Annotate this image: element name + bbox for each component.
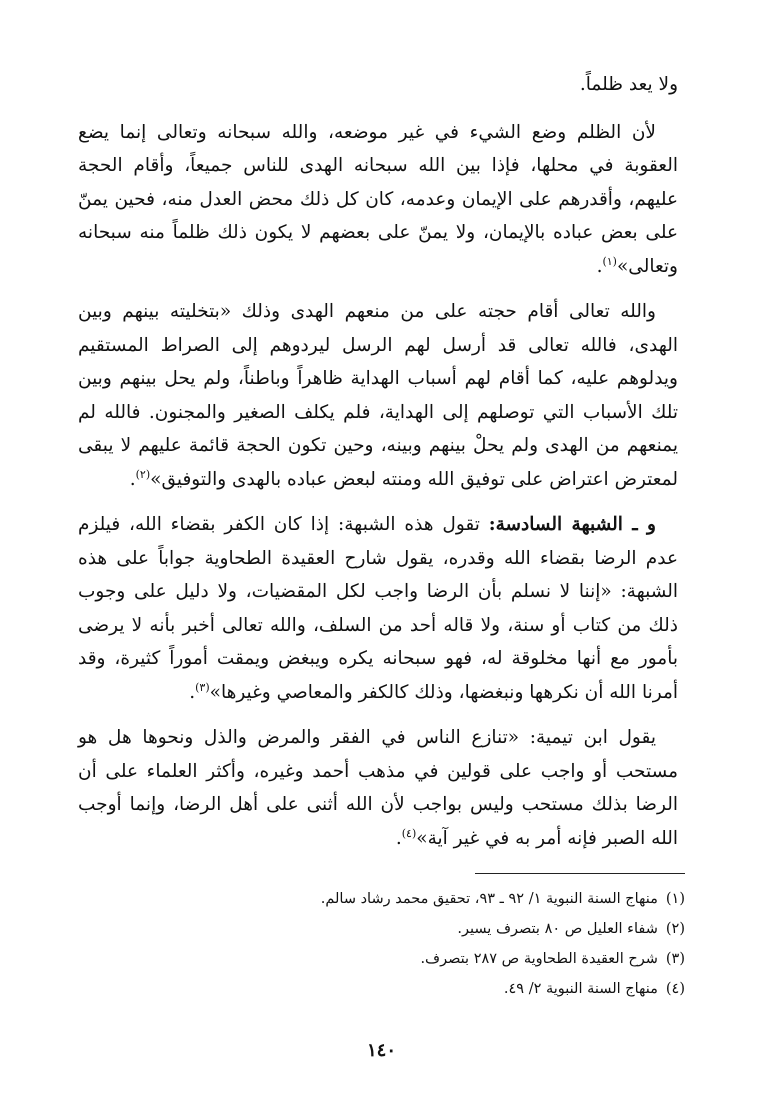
page-number: ١٤٠ <box>366 1040 396 1061</box>
footnote-number: (٢) <box>665 921 685 937</box>
footnote-text: منهاج السنة النبوية ٢/ ٤٩. <box>503 981 658 997</box>
footnote-text: منهاج السنة النبوية ١/ ٩٢ ـ ٩٣، تحقيق محمد رشاد سالم. <box>320 891 658 907</box>
paragraph-4-tail: . <box>395 827 402 849</box>
footnote-item <box>125 944 685 974</box>
footnote-item <box>125 914 685 944</box>
paragraph-1-text: لأن الظلم وضع الشيء في غير موضعه، والله سبحانه وتعالى إنما يضع العقوبة في محلها، فإذا بين الله سبحانه الهدى للناس جميعاً، وأقام الحجة عليهم، وأقدرهم على الإيمان وعدمه، كان كل ذلك محض العدل منه، فحين يمنّ على بعض عباده بالإيمان، ولا يمنّ على بعضهم لا يكون ذلك ظلماً منه سبحانه وتعالى» <box>78 121 678 277</box>
paragraph-0 <box>78 68 678 102</box>
footnote-number: (٣) <box>665 951 685 967</box>
footnote-divider <box>475 873 685 874</box>
paragraph-2-tail: . <box>129 468 136 490</box>
paragraph-2-text: والله تعالى أقام حجته على من منعهم الهدى وذلك «بتخليته بينهم وبين الهدى، فالله تعالى قد أرسل لهم الرسل ليردوهم إلى الصراط المستقيم ويدلوهم عليه، كما أقام لهم أسباب الهداية ظاهراً وباطناً، ولم يحل بينهم وبين تلك الأسباب التي توصلهم إلى الهداية، فلم يكلف الصغير والمجنون. فالله لم يمنعهم من الهدى ولم يحلْ بينهم وبينه، وحين تكون الحجة قائمة عليهم لا يبقى لمعترض اعتراض على توفيق الله ومنته لبعض عباده بالهدى والتوفيق» <box>78 301 678 490</box>
footnote-text: شفاء العليل ص ٨٠ بتصرف يسير. <box>457 921 658 937</box>
paragraph-2 <box>78 295 678 496</box>
paragraph-3-text: تقول هذه الشبهة: إذا كان الكفر بقضاء الله، فيلزم عدم الرضا بقضاء الله وقدره، يقول شارح العقيدة الطحاوية جواباً على هذه الشبهة: «إننا لا نسلم بأن الرضا واجب لكل المقضيات، ولا دليل على وجوب ذلك من كتاب أو سنة، ولا قاله أحد من السلف، والله تعالى أخبر بأنه لا يرضى بأمور مع أنها مخلوقة له، فهو سبحانه يكره ويبغض ويمقت أموراً كثيرة، وقد أمرنا الله أن نكرهها ونبغضها، وذلك كالكفر والمعاصي وغيرها» <box>78 514 678 703</box>
footnote-text: شرح العقيدة الطحاوية ص ٢٨٧ بتصرف. <box>420 951 658 967</box>
paragraph-3 <box>78 508 678 709</box>
footnotes <box>125 884 685 1004</box>
footnote-number: (٤) <box>665 981 685 997</box>
paragraph-3-tail: . <box>189 681 196 703</box>
footnote-ref-4: (٤) <box>401 826 417 840</box>
footnote-item <box>125 884 685 914</box>
paragraph-4 <box>78 721 678 855</box>
footnote-item <box>125 974 685 1004</box>
footnote-ref-1: (١) <box>602 254 617 268</box>
footnote-ref-2: (٢) <box>135 467 151 481</box>
paragraph-1-tail: . <box>596 255 603 277</box>
paragraph-3-heading: و ـ الشبهة السادسة: <box>488 514 656 535</box>
paragraph-4-text: يقول ابن تيمية: «تنازع الناس في الفقر والمرض والذل ونحوها هل هو مستحب أو واجب على قولين في مذهب أحمد وغيره، وأكثر العلماء على أن الرضا بذلك مستحب وليس بواجب لأن الله أثنى على أهل الرضا، وإنما أوجب الله الصبر فإنه أمر به في غير آية» <box>78 727 678 849</box>
paragraph-1 <box>78 116 678 284</box>
paragraph-0-text: ولا يعد ظلماً. <box>579 74 678 95</box>
footnote-number: (١) <box>665 891 685 907</box>
footnote-ref-3: (٣) <box>195 680 210 694</box>
